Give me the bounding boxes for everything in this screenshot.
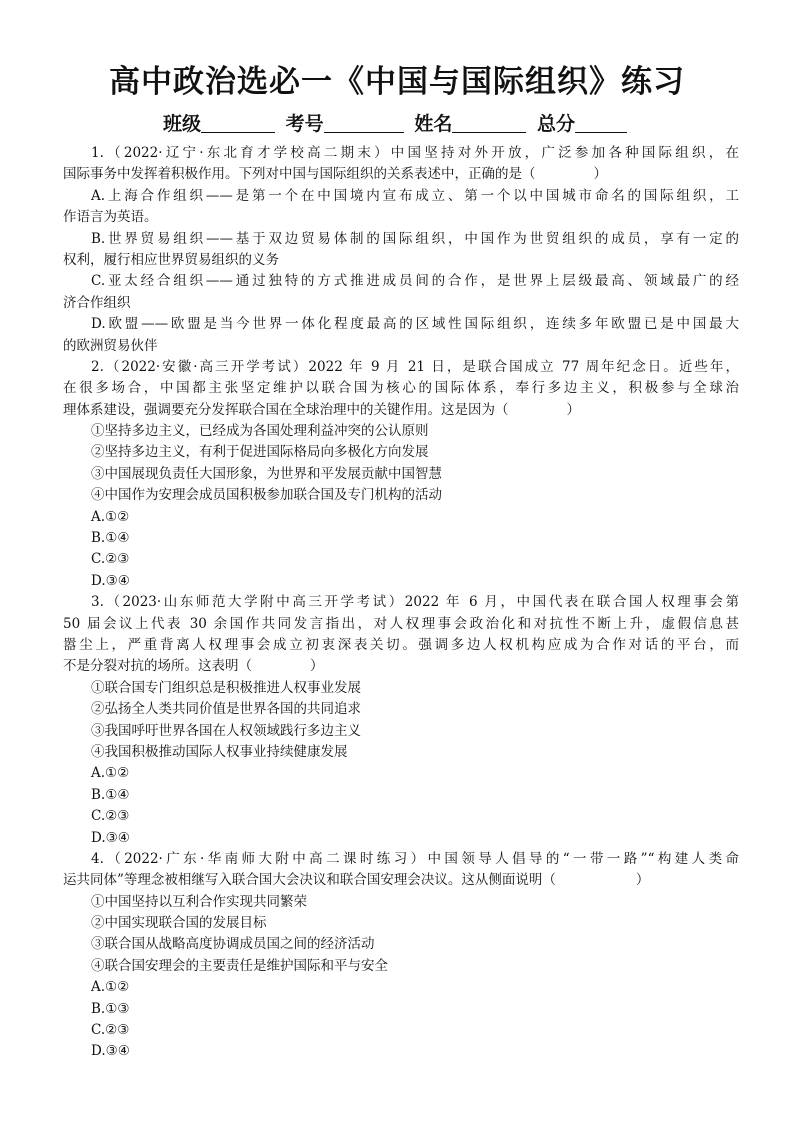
choice-c[interactable]: C.②③: [91, 1022, 130, 1039]
option-line: A.上海合作组织——是第一个在中国境内宣布成立、第一个以中国城市命名的国际组织，工: [91, 187, 739, 204]
statement-item: ②弘扬全人类共同价值是世界各国的共同追求: [91, 701, 361, 718]
question-1: [63, 143, 739, 357]
statement-item: ②中国实现联合国的发展目标: [91, 915, 267, 932]
choice-b[interactable]: B.①③: [91, 1000, 130, 1017]
question-stem-line: 嚣尘上，严重背离人权理事会成立初衷深表关切。强调多边人权机构应成为合作对话的平台，而: [63, 636, 739, 653]
question-list: [63, 143, 739, 1063]
question-stem-line: 50 届会议上代表 30 余国作共同发言指出，对人权理事会政治化和对抗性不断上升，虚假信息甚: [63, 615, 739, 632]
question-stem-line: 4.（2022·广东·华南师大附中高二课时练习）中国领导人倡导的“一带一路”“构建人类命: [91, 850, 739, 867]
exam-no-blank[interactable]: [324, 112, 404, 133]
option-line: 的欧洲贸易伙伴: [63, 337, 158, 354]
exam-no-label: 考号: [285, 113, 324, 135]
choice-d[interactable]: D.③④: [91, 1043, 130, 1060]
question-4: [63, 849, 739, 1063]
statement-item: ②坚持多边主义，有利于促进国际格局向多极化方向发展: [91, 444, 429, 461]
choice-b[interactable]: B.①④: [91, 530, 130, 547]
question-stem-line: 理体系建设，强调要充分发挥联合国在全球治理中的关键作用。这是因为（ ）: [63, 401, 580, 418]
question-stem-line: 1.（2022·辽宁·东北育才学校高二期末）中国坚持对外开放，广泛参加各种国际组织，在: [91, 145, 739, 161]
option-line: 权利，履行相应世界贸易组织的义务: [63, 251, 279, 268]
statement-item: ③中国展现负责任大国形象，为世界和平发展贡献中国智慧: [91, 465, 442, 482]
statement-item: ④我国积极推动国际人权事业持续健康发展: [91, 743, 348, 760]
statement-item: ③联合国从战略高度协调成员国之间的经济活动: [91, 936, 375, 953]
question-stem-line: 不是分裂对抗的场所。这表明（ ）: [63, 658, 324, 675]
score-label: 总分: [536, 113, 575, 135]
choice-b[interactable]: B.①④: [91, 786, 130, 803]
statement-item: ④中国作为安理会成员国积极参加联合国及专门机构的活动: [91, 487, 442, 504]
choice-a[interactable]: A.①②: [91, 508, 130, 525]
score-blank[interactable]: [575, 112, 627, 133]
class-blank[interactable]: [201, 112, 275, 133]
statement-item: ①中国坚持以互利合作实现共同繁荣: [91, 893, 307, 910]
statement-item: ③我国呼吁世界各国在人权领域践行多边主义: [91, 722, 361, 739]
choice-c[interactable]: C.②③: [91, 808, 130, 825]
student-info-line: [0, 110, 794, 138]
choice-c[interactable]: C.②③: [91, 551, 130, 568]
statement-item: ①坚持多边主义，已经成为各国处理利益冲突的公认原则: [91, 423, 429, 440]
choice-a[interactable]: A.①②: [91, 979, 130, 996]
option-line: B.世界贸易组织——基于双边贸易体制的国际组织，中国作为世贸组织的成员，享有一定的: [91, 230, 739, 247]
choice-d[interactable]: D.③④: [91, 829, 130, 846]
option-line: C.亚太经合组织——通过独特的方式推进成员间的合作，是世界上层级最高、领域最广的经: [91, 273, 739, 290]
question-stem-line: 国际事务中发挥着积极作用。下列对中国与国际组织的关系表述中，正确的是（ ）: [63, 166, 607, 183]
name-label: 姓名: [414, 113, 453, 135]
choice-d[interactable]: D.③④: [91, 572, 130, 589]
question-3: [63, 592, 739, 849]
statement-item: ①联合国专门组织总是积极推进人权事业发展: [91, 679, 361, 696]
option-line: D.欧盟——欧盟是当今世界一体化程度最高的区域性国际组织，连续多年欧盟已是中国最大: [91, 316, 739, 333]
choice-a[interactable]: A.①②: [91, 765, 130, 782]
page-title: 高中政治选必一《中国与国际组织》练习: [109, 64, 685, 100]
question-stem-line: 2.（2022·安徽·高三开学考试）2022 年 9 月 21 日，是联合国成立 77 周年纪念日。近些年，: [91, 358, 739, 375]
name-blank[interactable]: [452, 112, 526, 133]
question-stem-line: 3.（2023·山东师范大学附中高三开学考试）2022 年 6 月，中国代表在联合国人权理事会第: [91, 594, 739, 611]
question-stem-line: 运共同体”等理念被相继写入联合国大会决议和联合国安理会决议。这从侧面说明（ ）: [63, 872, 650, 889]
statement-item: ④联合国安理会的主要责任是维护国际和平与安全: [91, 957, 388, 974]
question-2: [63, 357, 739, 592]
question-stem-line: 在很多场合，中国都主张坚定维护以联合国为核心的国际体系，奉行多边主义，积极参与全球治: [63, 380, 739, 397]
option-line: 作语言为英语。: [63, 209, 158, 226]
option-line: 济合作组织: [63, 294, 131, 311]
class-label: 班级: [163, 113, 202, 135]
